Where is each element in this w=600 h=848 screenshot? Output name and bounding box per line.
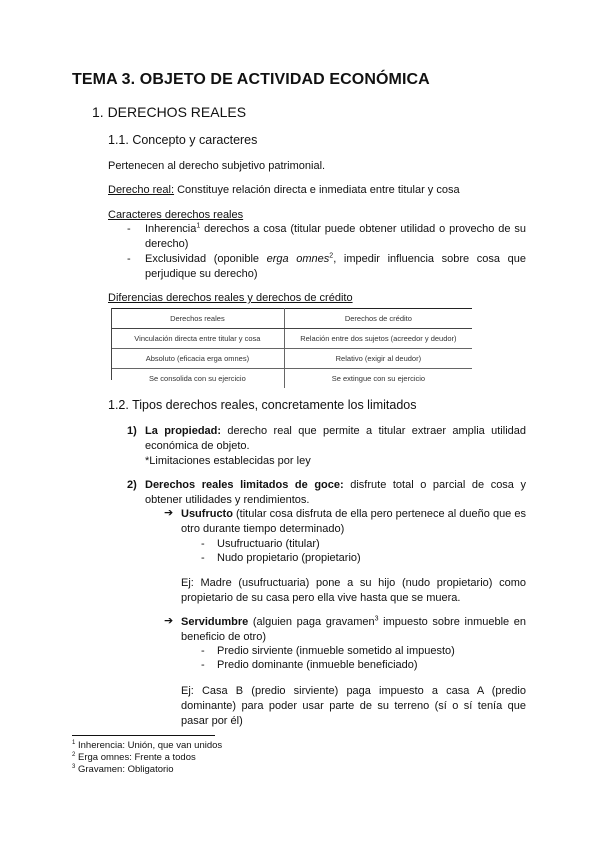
table-cell: Relación entre dos sujetos (acreedor y deudor) [284, 329, 472, 349]
intro-paragraph: Pertenecen al derecho subjetivo patrimonial. [108, 160, 326, 172]
footnote-number: 3 [72, 763, 76, 770]
footnote-ref: 3 [374, 615, 379, 623]
footnote-ref: 1 [196, 222, 201, 230]
italic-term: erga omnes [266, 253, 330, 265]
servidumbre-text: (alguien paga gravamen [248, 616, 375, 628]
usufructo-paragraph [181, 507, 526, 537]
list-item-text: Exclusividad (oponible [145, 253, 267, 265]
item-number: 2) [127, 479, 137, 491]
table-header-cell: Derechos reales [111, 309, 284, 329]
item-number: 1) [127, 425, 137, 437]
usufructo-text: (titular cosa disfruta de ella pero pertenece al dueño que es otro durante tiempo determinado) [181, 508, 526, 535]
caracter-item-exclusividad [145, 252, 526, 282]
table-cell: Se consolida con su ejercicio [111, 369, 284, 389]
item-derechos-goce [145, 478, 526, 508]
servidumbre-label: Servidumbre [181, 616, 249, 628]
footnote [72, 740, 222, 752]
list-item-text: derechos a cosa (titular puede obtener utilidad o provecho de su derecho) [145, 223, 526, 250]
servidumbre-paragraph [181, 615, 526, 645]
caracter-item-inherencia [145, 222, 526, 252]
table-header-cell: Derechos de crédito [284, 309, 472, 329]
table-cell: Se extingue con su ejercicio [331, 374, 426, 383]
derecho-real-label: Derecho real: [108, 184, 175, 196]
diferencias-heading: Diferencias derechos reales y derechos de crédito [108, 292, 353, 304]
servidumbre-sub-item: Predio dominante (inmueble beneficiado) [217, 659, 418, 671]
subsection-heading-tipos: 1.2. Tipos derechos reales, concretamente los limitados [108, 398, 417, 412]
servidumbre-sub-item: Predio sirviente (inmueble sometido al impuesto) [217, 645, 455, 657]
derecho-real-definition [108, 183, 460, 198]
item-propiedad [145, 424, 526, 454]
table-cell: Relativo (exigir al deudor) [284, 349, 472, 369]
usufructo-label: Usufructo [181, 508, 233, 520]
footnote-number: 1 [72, 739, 76, 746]
caracteres-heading: Caracteres derechos reales [108, 209, 244, 221]
servidumbre-text: impuesto sobre inmueble en beneficio de otro) [181, 616, 527, 643]
list-dash: - [127, 223, 131, 235]
footnote-text: Gravamen: Obligatorio [75, 764, 174, 775]
table-row [111, 369, 472, 389]
table-row [111, 349, 472, 369]
list-item-text: , impedir influencia sobre cosa que perjudique su derecho) [145, 253, 526, 280]
footnote [72, 752, 196, 764]
table-header-row [111, 309, 472, 329]
list-item-text: Inherencia [145, 223, 197, 235]
diferencias-table [111, 308, 472, 388]
footnote-divider [72, 735, 215, 736]
footnote [72, 764, 174, 776]
table-cell: Absoluto (eficacia erga omnes) [111, 349, 284, 369]
table-cell: Vinculación directa entre titular y cosa [111, 329, 284, 349]
propiedad-note: *Limitaciones establecidas por ley [145, 455, 311, 467]
item-text: disfrute total o parcial de cosa y obtener utilidades y rendimientos. [145, 479, 526, 506]
page-title: TEMA 3. OBJETO DE ACTIVIDAD ECONÓMICA [72, 71, 430, 88]
derecho-real-text: Constituye relación directa e inmediata entre titular y cosa [174, 184, 460, 196]
list-dash: - [201, 659, 205, 671]
subsection-heading-concepto: 1.1. Concepto y caracteres [108, 133, 258, 147]
list-dash: - [201, 552, 205, 564]
item-label: Derechos reales limitados de goce: [145, 479, 344, 491]
footnote-text: Inherencia: Unión, que van unidos [75, 740, 223, 751]
arrow-right-icon: ➔ [164, 615, 174, 627]
list-dash: - [201, 645, 205, 657]
item-label: La propiedad: [145, 425, 222, 437]
list-dash: - [127, 253, 131, 265]
usufructo-sub-item: Usufructuario (titular) [217, 538, 320, 550]
servidumbre-example: Ej: Casa B (predio sirviente) paga impuesto a casa A (predio dominante) para poder usar parte de su terreno (sí o sí tenía que pasar por él) [181, 685, 526, 727]
usufructo-example: Ej: Madre (usufructuaria) pone a su hijo (nudo propietario) como propietario de su casa pero ella vive hasta que se muera. [181, 577, 526, 604]
item-text: derecho real que permite a titular extraer amplia utilidad económica de objeto. [145, 425, 526, 452]
arrow-right-icon: ➔ [164, 507, 174, 519]
footnote-text: Erga omnes: Frente a todos [75, 752, 196, 763]
section-heading-derechos-reales: 1. DERECHOS REALES [92, 104, 247, 120]
usufructo-sub-item: Nudo propietario (propietario) [217, 552, 361, 564]
footnote-number: 2 [72, 751, 76, 758]
table-row [111, 329, 472, 349]
table-left-border [111, 308, 112, 380]
list-dash: - [201, 538, 205, 550]
footnote-ref: 2 [329, 252, 334, 260]
